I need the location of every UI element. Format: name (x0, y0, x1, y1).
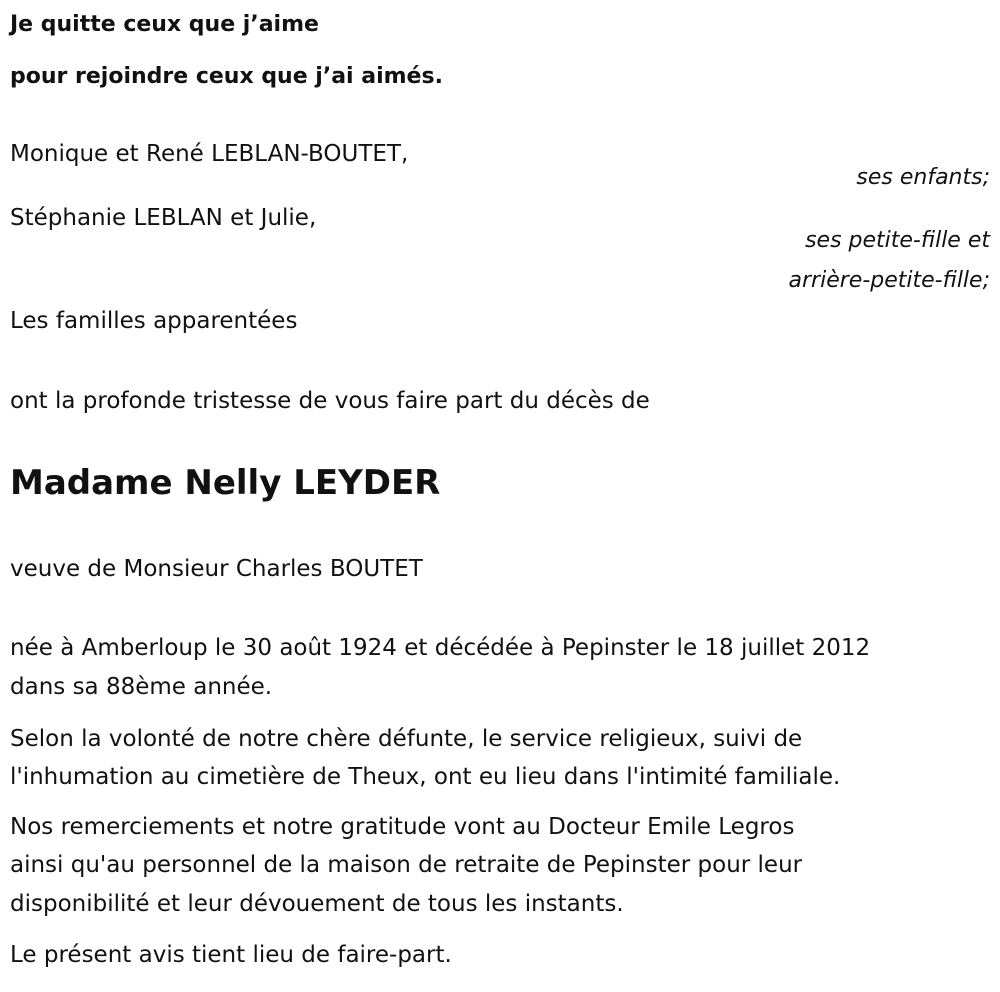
paragraph-line: ainsi qu'au personnel de la maison de retraite de Pepinster pour leur (10, 852, 803, 878)
deceased-name: Madame Nelly LEYDER (10, 463, 441, 503)
family-relation: ses petite-fille et (805, 228, 990, 253)
family-relation: arrière-petite-fille; (788, 268, 990, 293)
family-name: Les familles apparentées (10, 308, 298, 334)
family-name: Stéphanie LEBLAN et Julie, (10, 205, 317, 231)
paragraph-line: l'inhumation au cimetière de Theux, ont eu lieu dans l'intimité familiale. (10, 764, 841, 790)
paragraph-line: Le présent avis tient lieu de faire-part. (10, 942, 452, 968)
paragraph-line: née à Amberloup le 30 août 1924 et décédée à Pepinster le 18 juillet 2012 (10, 635, 871, 661)
family-name: Monique et René LEBLAN-BOUTET, (10, 141, 409, 167)
announcement: ont la profonde tristesse de vous faire part du décès de (10, 388, 650, 414)
spouse-line: veuve de Monsieur Charles BOUTET (10, 556, 423, 582)
paragraph-line: Selon la volonté de notre chère défunte, le service religieux, suivi de (10, 726, 803, 752)
paragraph-line: dans sa 88ème année. (10, 674, 273, 700)
paragraph-line: disponibilité et leur dévouement de tous les instants. (10, 891, 624, 917)
family-relation: ses enfants; (856, 165, 990, 190)
epigraph-line: pour rejoindre ceux que j’ai aimés. (10, 64, 443, 89)
paragraph-line: Nos remerciements et notre gratitude vont au Docteur Emile Legros (10, 814, 795, 840)
epigraph-line: Je quitte ceux que j’aime (10, 12, 319, 37)
